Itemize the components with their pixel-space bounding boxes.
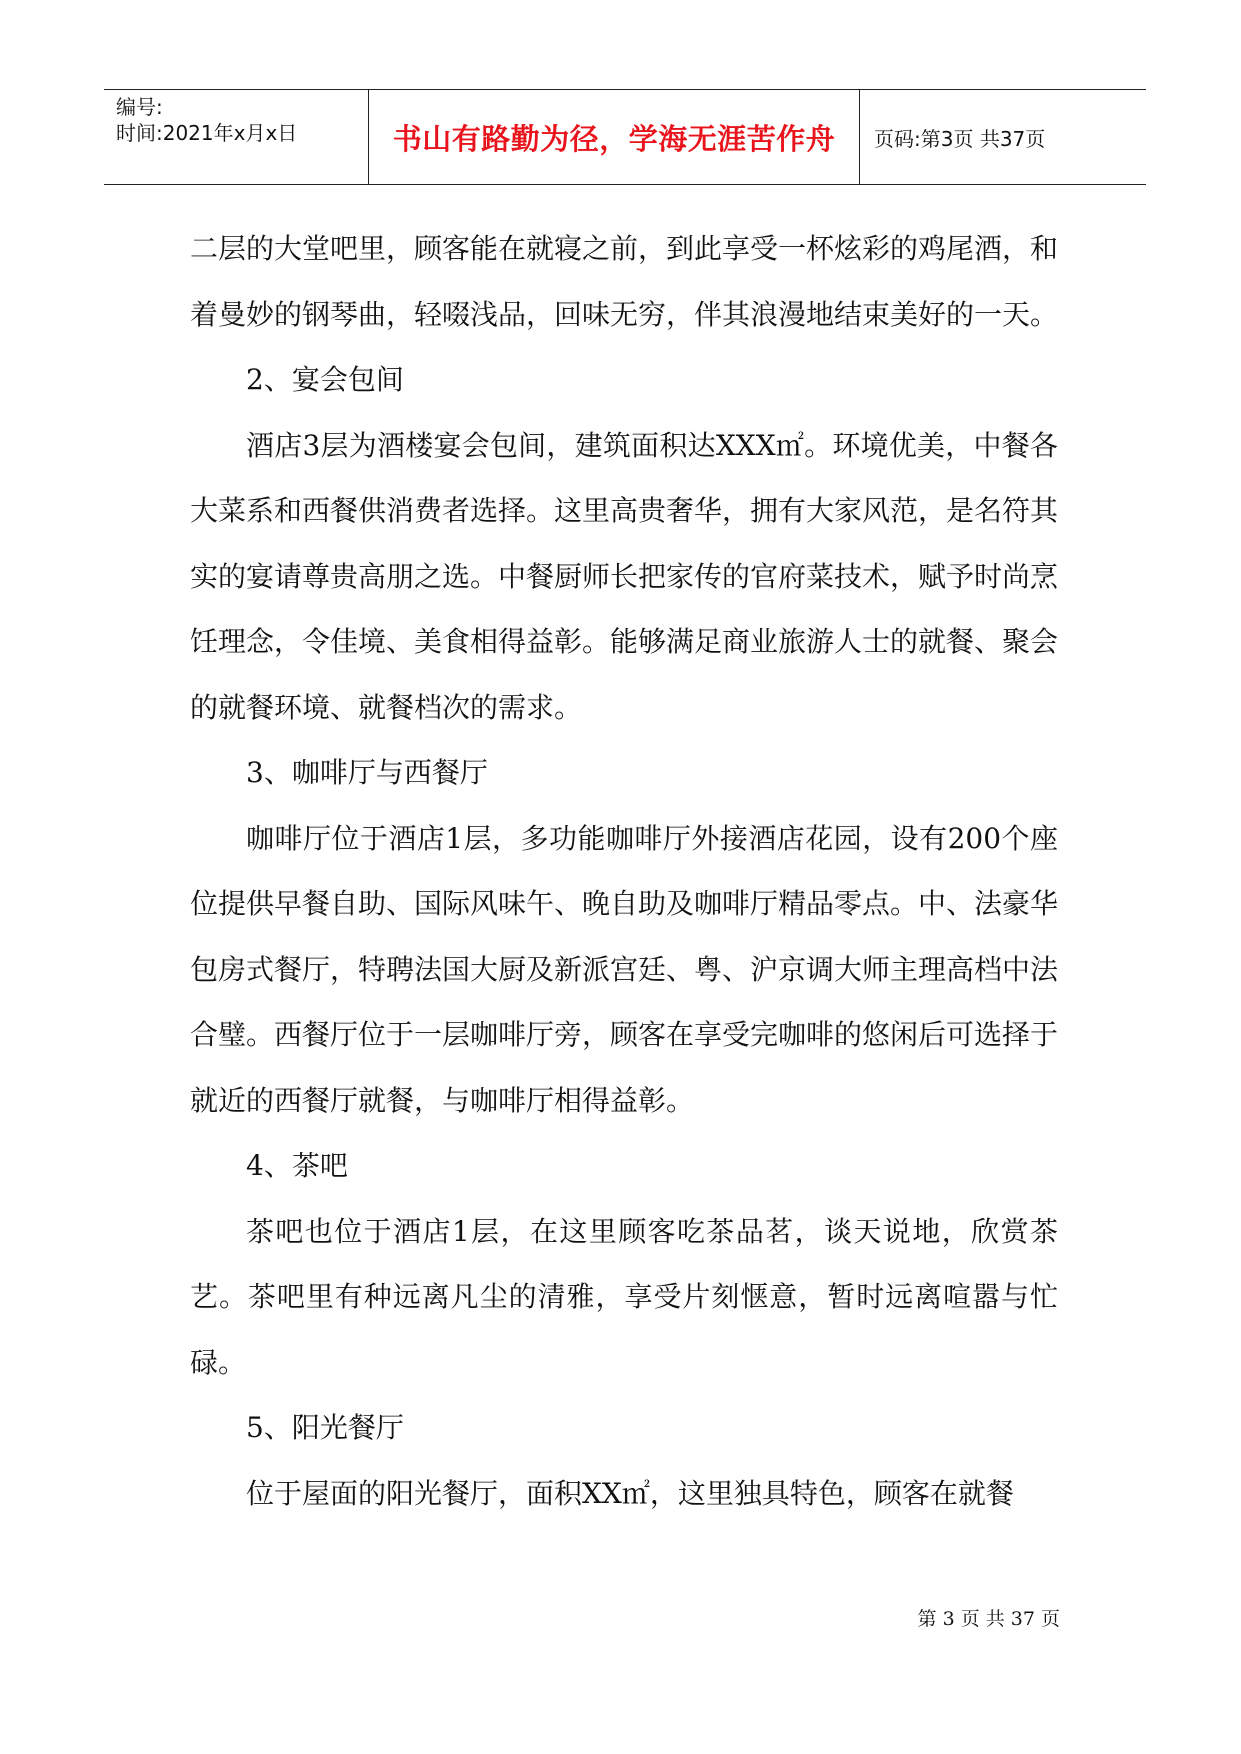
heading-sun-restaurant: 5、阳光餐厅 [246, 1411, 404, 1444]
paragraph-tea-bar: 茶吧也位于酒店1层，在这里顾客吃茶品茗，谈天说地，欣赏茶艺。茶吧里有种远离凡尘的清雅，享受片刻惬意，暂时远离喧嚣与忙碌。 [190, 1214, 1058, 1379]
header-motto-cell [369, 90, 860, 184]
time-label: 时间:2021年x月x日 [116, 121, 298, 145]
document-body [190, 216, 1058, 1526]
paragraph-banquet-rooms: 酒店3层为酒楼宴会包间，建筑面积达XXX㎡。环境优美，中餐各大菜系和西餐供消费者选择。这里高贵奢华，拥有大家风范，是名符其实的宴请尊贵高朋之选。中餐厨师长把家传的官府菜技术，赋予时尚烹饪理念，令佳境、美食相得益彰。能够满足商业旅游人士的就餐、聚会的就餐环境、就餐档次的需求。 [190, 428, 1059, 724]
motto-text: 书山有路勤为径，学海无涯苦作舟 [392, 121, 836, 156]
page-footer: 第 3 页 共 37 页 [917, 1608, 1060, 1630]
heading-banquet-rooms: 2、宴会包间 [246, 363, 404, 396]
paragraph-cafe-western: 咖啡厅位于酒店1层，多功能咖啡厅外接酒店花园，设有200个座位提供早餐自助、国际风味午、晚自助及咖啡厅精品零点。中、法豪华包房式餐厅，特聘法国大厨及新派宫廷、粤、沪京调大师主理高档中法合璧。西餐厅位于一层咖啡厅旁，顾客在享受完咖啡的悠闲后可选择于就近的西餐厅就餐，与咖啡厅相得益彰。 [190, 821, 1059, 1117]
header-meta-cell [104, 90, 369, 184]
paragraph-sun-restaurant: 位于屋面的阳光餐厅，面积XX㎡，这里独具特色，顾客在就餐 [246, 1476, 1014, 1510]
header-page-cell [860, 90, 1146, 184]
heading-cafe-western: 3、咖啡厅与西餐厅 [246, 756, 488, 789]
header-page-number: 页码:第3页 共37页 [874, 126, 1046, 151]
heading-tea-bar: 4、茶吧 [246, 1149, 348, 1182]
page-header [104, 89, 1146, 185]
paragraph-lobby-bar: 二层的大堂吧里，顾客能在就寝之前，到此享受一杯炫彩的鸡尾酒，和着曼妙的钢琴曲，轻啜浅品，回味无穷，伴其浪漫地结束美好的一天。 [190, 232, 1059, 331]
number-label: 编号: [116, 95, 163, 119]
